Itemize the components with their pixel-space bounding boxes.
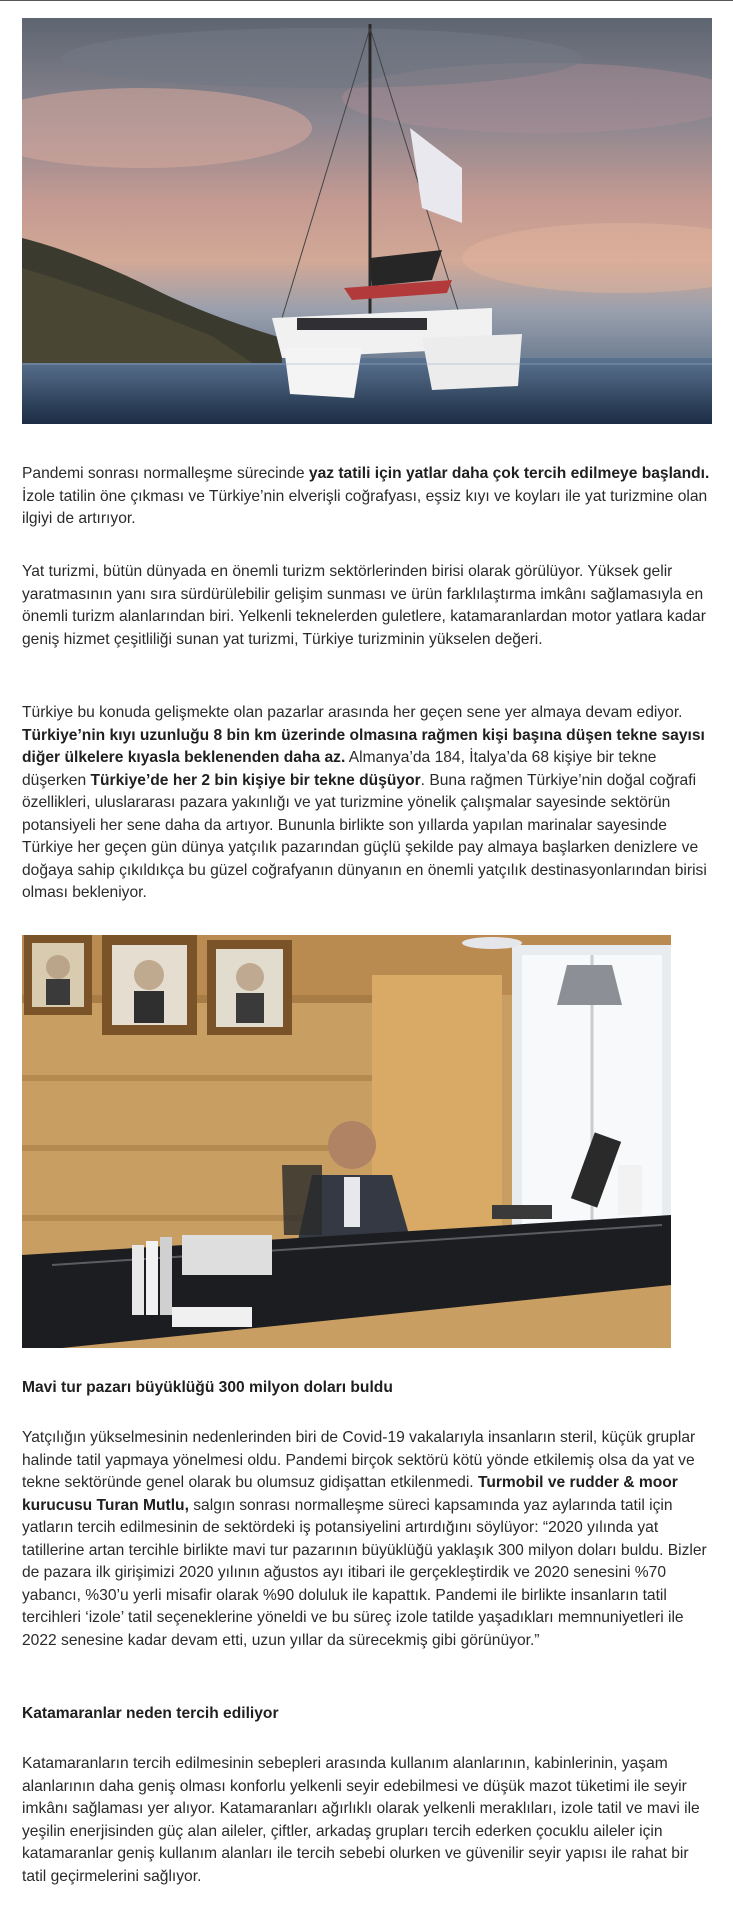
covid-impact-paragraph <box>22 1427 714 1652</box>
market-size-heading: Mavi tur pazarı büyüklüğü 300 milyon doları buldu <box>22 1379 393 1396</box>
text-segment: Yatçılığın yükselmesinin nedenlerinden biri de Covid-19 vakalarıyla insanların steril, küçük gruplar halinde tatil yapmaya yönelmesi oldu. Pandemi birçok sektörü kötü yönde etkilemiş olsa da yat ve tekne sektöründe genel olarak bu olumsuz gidişattan etkilenmedi. <box>22 1429 696 1491</box>
turkey-market-paragraph <box>22 702 714 905</box>
intro-paragraph <box>22 463 714 531</box>
office-portrait-photo <box>22 935 671 1348</box>
text-segment: İzole tatilin öne çıkması ve Türkiye’nin elverişli coğrafyası, eşsiz kıyı ve koyları ile yat turizmine olan ilgiyi de artırıyor. <box>22 487 708 527</box>
bold-text-segment: Türkiye’de her 2 bin kişiye bir tekne düşüyor <box>90 771 421 789</box>
text-segment: Türkiye bu konuda gelişmekte olan pazarlar arasında her geçen sene yer almaya devam ediyor. <box>22 704 683 721</box>
text-segment: Katamaranların tercih edilmesinin sebepleri arasında kullanım alanlarının, kabinlerinin, yaşam alanlarının daha geniş olması konforlu yelkenli seyir edebilmesi ve düşük mazot tüketimi ile seyir imkânı sağlaması yer alıyor. Katamaranları ağırlıklı olarak yelkenli meraklıları, izole tatil ve mavi ile yeşilin enerjisinden güç alan aileler, çiftler, arkadaş grupları tercih ederken çocuklu aileler için katamaranlar geniş kullanım alanları ile tercih sebebi olurken ve güvenilir seyir yapısı ile rahat bir tatil geçirmelerini sağlıyor. <box>22 1755 700 1885</box>
text-segment: . Buna rağmen Türkiye’nin doğal coğrafi özellikleri, uluslararası pazara yakınlığı ve yat turizmine yönelik çalışmalar sayesinde sektörün potansiyeli her sene daha da artıyor. Bununla birlikte son yıllarda yapılan marinalar sayesinde Türkiye her geçen gün dünya yatçılık pazarından güçlü şekilde pay almaya başlarken denizlere ve doğaya sahip çıkıldıkça bu güzel coğrafyanın dünyanın en önemli yatçılık destinasyonlarından birisi olması bekleniyor. <box>22 771 707 901</box>
yacht-tourism-paragraph <box>22 561 714 651</box>
bold-text-segment: Türkiye’nin kıyı uzunluğu 8 bin km üzerinde olmasına rağmen kişi başına düşen tekne sayısı diğer ülkelere kıyasla beklenenden daha az. <box>22 726 705 766</box>
bold-text-segment: Turmobil ve rudder & moor kurucusu Turan Mutlu, <box>22 1474 678 1514</box>
top-divider <box>0 0 733 1</box>
bold-text-segment: yaz tatili için yatlar daha çok tercih edilmeye başlandı. <box>308 465 710 482</box>
text-segment: salgın sonrası normalleşme süreci kapsamında yaz aylarında tatil için yatların tercih edilmesinin de sektördeki iş potansiyelini artırdığını söylüyor: “2020 yılında yat tatillerine artan tercihle birlikte mavi tur pazarının büyüklüğü yaklaşık 300 milyon doları buldu. Bizler de pazara ilk girişimizi 2020 yılının ağustos ayı itibari ile gerçekleştirdik ve 2020 senesini %70 yabancı, %30’u yerli misafir olarak %90 doluluk ile kapattık. Pandemi ile birlikte insanların tatil tercihleri ‘izole’ tatil seçeneklerine yöneldi ve bu süreç izole tatilde yaşadıkları memnuniyetleri ile 2022 senesine kadar devam etti, uzun yıllar da sürecekmiş gibi görünüyor.” <box>22 1496 707 1649</box>
catamaran-photo <box>22 18 712 424</box>
text-segment: Pandemi sonrası normalleşme sürecinde <box>22 465 309 482</box>
text-segment: Yat turizmi, bütün dünyada en önemli turizm sektörlerinden birisi olarak görülüyor. Yüksek gelir yaratmasının yanı sıra sürdürülebilir gelişim sunması ve ürün farklılaştırma imkânı sağlamasıyla en önemli turizm alanlarından biri. Yelkenli teknelerden guletlere, katamaranlardan motor yatlara kadar geniş hizmet çeşitliliği sunan yat turizmi, Türkiye turizminin yükselen değeri. <box>22 563 706 648</box>
catamaran-reasons-paragraph <box>22 1753 714 1888</box>
text-segment: Almanya’da 184, İtalya’da 68 kişiye bir tekne düşerken <box>22 749 657 789</box>
catamaran-heading: Katamaranlar neden tercih ediliyor <box>22 1705 279 1722</box>
